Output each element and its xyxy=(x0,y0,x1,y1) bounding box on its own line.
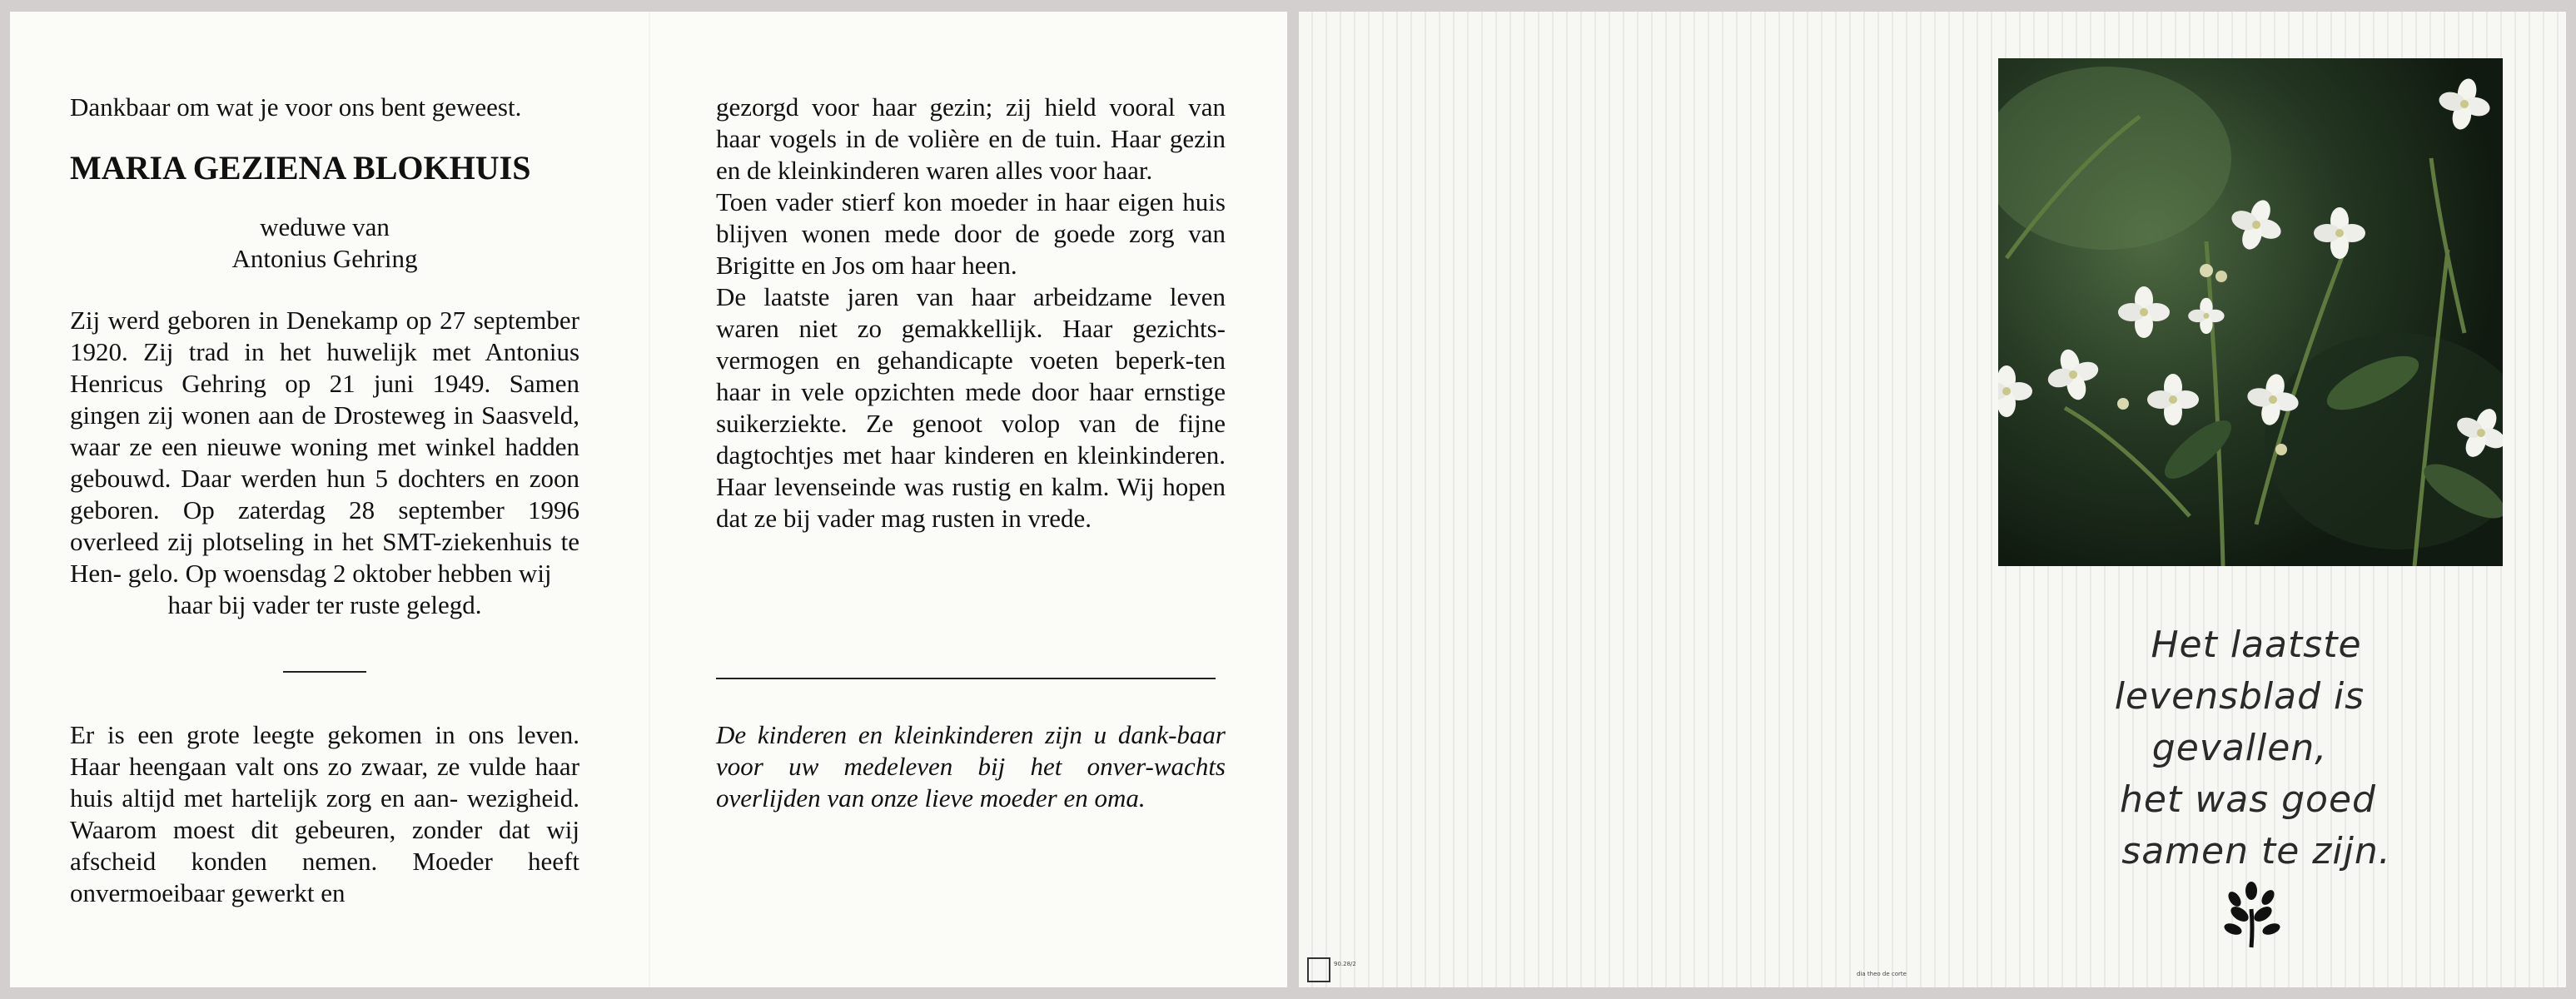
poem-line: samen te zijn. xyxy=(2121,830,2391,872)
tribute-line: Haar heengaan valt ons zo zwaar, ze vulde xyxy=(70,752,526,781)
poem-line: het was goed xyxy=(2120,778,2376,821)
bio-line: met Antonius Henricus Gehring op 21 juni xyxy=(70,337,580,398)
memorial-card-text-side xyxy=(10,12,1287,987)
deceased-name: MARIA GEZIENA BLOKHUIS xyxy=(70,149,531,186)
gratitude-line: Dankbaar om wat je voor ons bent geweest. xyxy=(70,92,522,122)
bio-line: gelo. Op woensdag 2 oktober hebben wij xyxy=(127,559,552,588)
bio-line: Zij werd geboren in Denekamp op 27 xyxy=(70,306,466,335)
bio-line: plotseling in het SMT-ziekenhuis te Hen- xyxy=(70,527,580,588)
widow-of-name: Antonius Gehring xyxy=(231,244,418,273)
long-divider xyxy=(716,678,1216,679)
biography xyxy=(70,305,579,589)
photo-credit: dia theo de corte xyxy=(1857,971,1907,977)
tribute xyxy=(70,719,579,909)
text-column-right xyxy=(716,92,1226,814)
bio-line: 1949. Samen gingen zij wonen aan de xyxy=(70,369,579,430)
bio-line: werden hun 5 dochters en zoon geboren. Op xyxy=(70,464,579,524)
tribute-line: Er is een grote leegte gekomen in ons leven. xyxy=(70,720,579,749)
bio-last-line: haar bij vader ter ruste gelegd. xyxy=(167,590,482,619)
tribute-line: Moeder heeft onvermoeibaar gewerkt en xyxy=(70,847,580,907)
bio-line: Drosteweg in Saasveld, waar ze een nieuwe xyxy=(70,400,580,461)
fold-line xyxy=(649,12,650,987)
bio-line: woning met winkel hadden gebouwd. Daar xyxy=(70,432,579,493)
print-code: 90.28/2 xyxy=(1334,961,1356,967)
publisher-logo-icon xyxy=(1307,957,1330,982)
poem-line: levensblad is gevallen, xyxy=(2114,675,2365,769)
memorial-card-cover xyxy=(1299,12,2566,987)
sprig-ornament-icon xyxy=(2215,877,2290,952)
flower-photo xyxy=(1998,58,2503,566)
widow-label: weduwe van xyxy=(260,212,390,241)
short-divider xyxy=(283,671,366,673)
last-years-paragraph: De laatste jaren van haar arbeidzame leven waren niet zo gemakkellijk. Haar gezichts-vermogen en gehandicapte voeten beperk-ten haar in vele opzichten mede door haar ernstige suikerziekte. Ze genoot volop van de fijne dagtochtjes met haar kinderen en kleinkinderen. Haar levenseinde was rustig en kalm. Wij hopen dat ze bij vader mag rusten in vrede. xyxy=(716,282,1226,533)
text-column-left xyxy=(70,92,579,909)
tribute-line: wezigheid. Waarom moest dit gebeuren, xyxy=(70,783,579,844)
poem-line: Het laatste xyxy=(2151,624,2362,666)
bio-line: september 1920. Zij trad in het huwelijk xyxy=(70,306,579,366)
white-flowers-image xyxy=(1998,58,2503,566)
handwritten-poem xyxy=(2040,619,2439,877)
family-paragraph: gezorgd voor haar gezin; zij hield vooral van haar vogels in de volière en de tuin. Haar gezin en de kleinkinderen waren alles voor haar. xyxy=(716,92,1226,185)
bio-line: zaterdag 28 september 1996 overleed zij xyxy=(70,495,580,556)
tribute-line: zonder dat wij afscheid konden nemen. xyxy=(70,815,580,876)
tribute-line: haar huis altijd met hartelijk zorg en aan- xyxy=(70,752,580,813)
thanks-note: De kinderen en kleinkinderen zijn u dank-baar voor uw medeleven bij het onver-wachts overlijden van onze lieve moeder en oma. xyxy=(716,720,1226,813)
care-paragraph: Toen vader stierf kon moeder in haar eigen huis blijven wonen mede door de goede zorg van Brigitte en Jos om haar heen. xyxy=(716,187,1226,280)
